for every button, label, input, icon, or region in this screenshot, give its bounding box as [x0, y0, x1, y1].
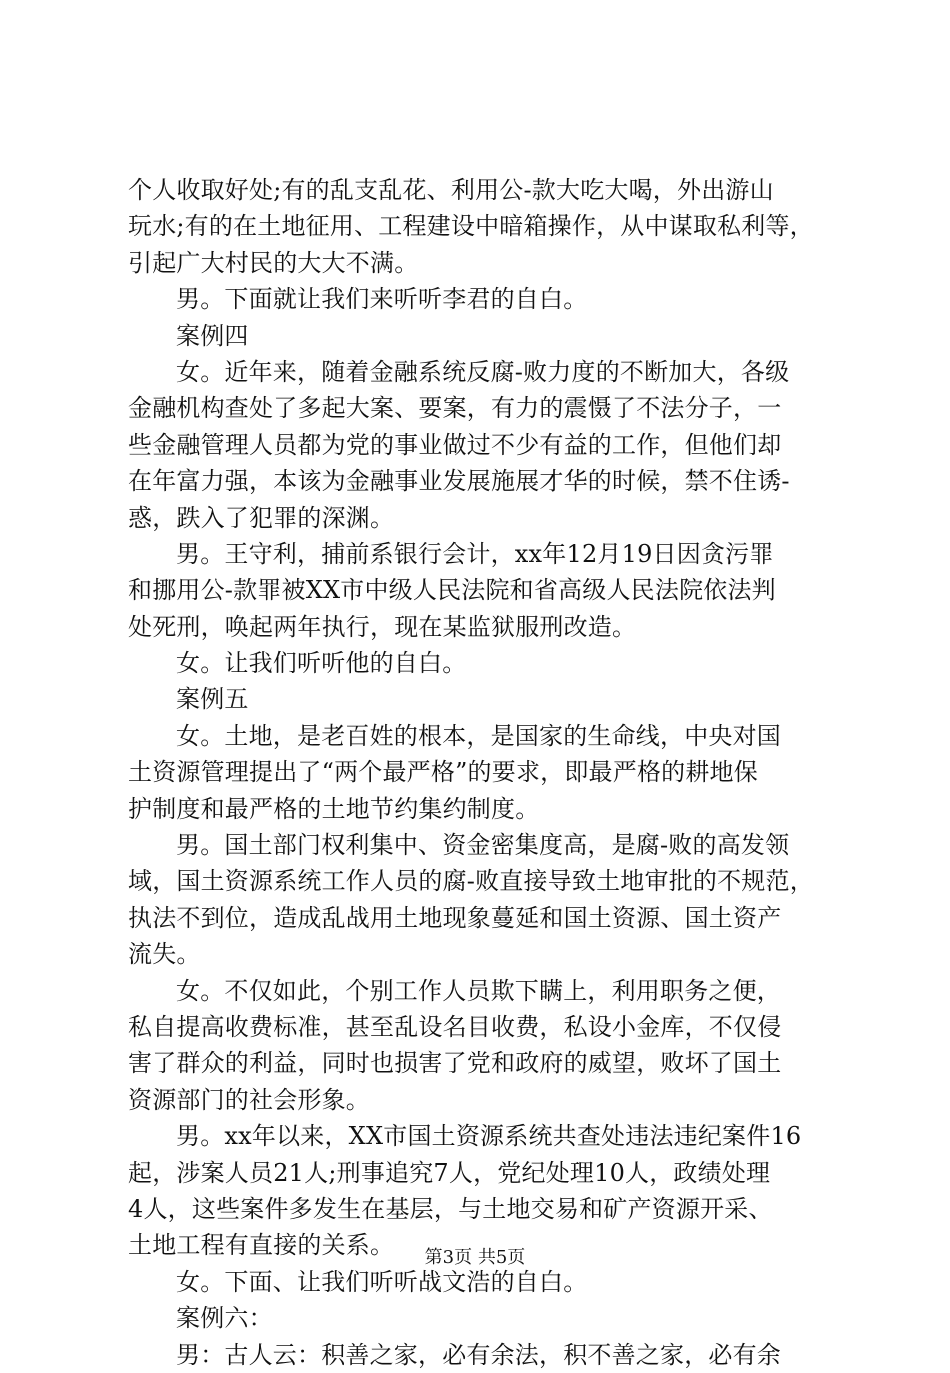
text-line: 害了群众的利益，同时也损害了党和政府的威望，败坏了国土: [128, 1049, 782, 1078]
text-line: 护制度和最严格的土地节约集约制度。: [128, 794, 540, 823]
text-line: 男：古人云：积善之家，必有余法，积不善之家，必有余: [176, 1340, 781, 1369]
text-line: 私自提高收费标准，甚至乱设名目收费，私设小金库，不仅侵: [128, 1012, 782, 1041]
text-line: 流失。: [128, 940, 201, 969]
document-body: [128, 172, 833, 1373]
text-line: 在年富力强，本该为金融事业发展施展才华的时候，禁不住诱-: [128, 467, 790, 496]
text-line: 女。土地，是老百姓的根本，是国家的生命线，中央对国: [176, 721, 781, 750]
text-line: 个人收取好处;有的乱支乱花、利用公-款大吃大喝，外出游山: [128, 176, 774, 204]
text-line: 女。下面、让我们听听战文浩的自白。: [176, 1267, 588, 1296]
text-line: 资源部门的社会形象。: [128, 1085, 370, 1114]
text-line: 惑，跌入了犯罪的深渊。: [128, 503, 395, 532]
text-line: 引起广大村民的大大不满。: [128, 248, 419, 277]
text-line: 男。xx年以来，XX市国土资源系统共查处违法违纪案件16: [176, 1122, 802, 1151]
text-line: 金融机构查处了多起大案、要案，有力的震慑了不法分子，一: [128, 394, 782, 423]
text-line: 处死刑，唤起两年执行，现在某监狱服刑改造。: [128, 612, 637, 641]
text-line: 4人，这些案件多发生在基层，与土地交易和矿产资源开采、: [128, 1194, 773, 1223]
text-line: 案例四: [176, 321, 249, 350]
text-line: 土地工程有直接的关系。: [128, 1231, 395, 1260]
text-line: 域，国土资源系统工作人员的腐-败直接导致土地审批的不规范，: [128, 867, 814, 896]
text-line: 玩水;有的在土地征用、工程建设中暗箱操作，从中谋取私利等，: [128, 212, 814, 241]
text-line: 男。国土部门权利集中、资金密集度高，是腐-败的高发领: [176, 831, 790, 860]
text-line: 男。下面就让我们来听听李君的自白。: [176, 285, 588, 314]
text-line: 些金融管理人员都为党的事业做过不少有益的工作，但他们却: [128, 430, 782, 459]
text-line: 女。近年来，随着金融系统反腐-败力度的不断加大，各级: [176, 357, 790, 386]
text-line: 案例五: [176, 685, 249, 714]
text-line: 案例六：: [176, 1304, 273, 1333]
text-line: 土资源管理提出了“两个最严格”的要求，即最严格的耕地保: [128, 758, 758, 787]
text-line: 执法不到位，造成乱战用土地现象蔓延和国土资源、国土资产: [128, 903, 782, 932]
text-line: 女。让我们听听他的自白。: [176, 649, 467, 678]
page-footer: 第3页 共5页: [424, 1247, 526, 1268]
text-line: 和挪用公-款罪被XX市中级人民法院和省高级人民法院依法判: [128, 576, 776, 605]
text-line: 起，涉案人员21人;刑事追究7人，党纪处理10人，政绩处理: [128, 1158, 771, 1187]
text-line: 女。不仅如此，个别工作人员欺下瞒上，利用职务之便，: [176, 976, 781, 1005]
text-line: 男。王守利，捕前系银行会计，xx年12月19日因贪污罪: [176, 539, 774, 568]
